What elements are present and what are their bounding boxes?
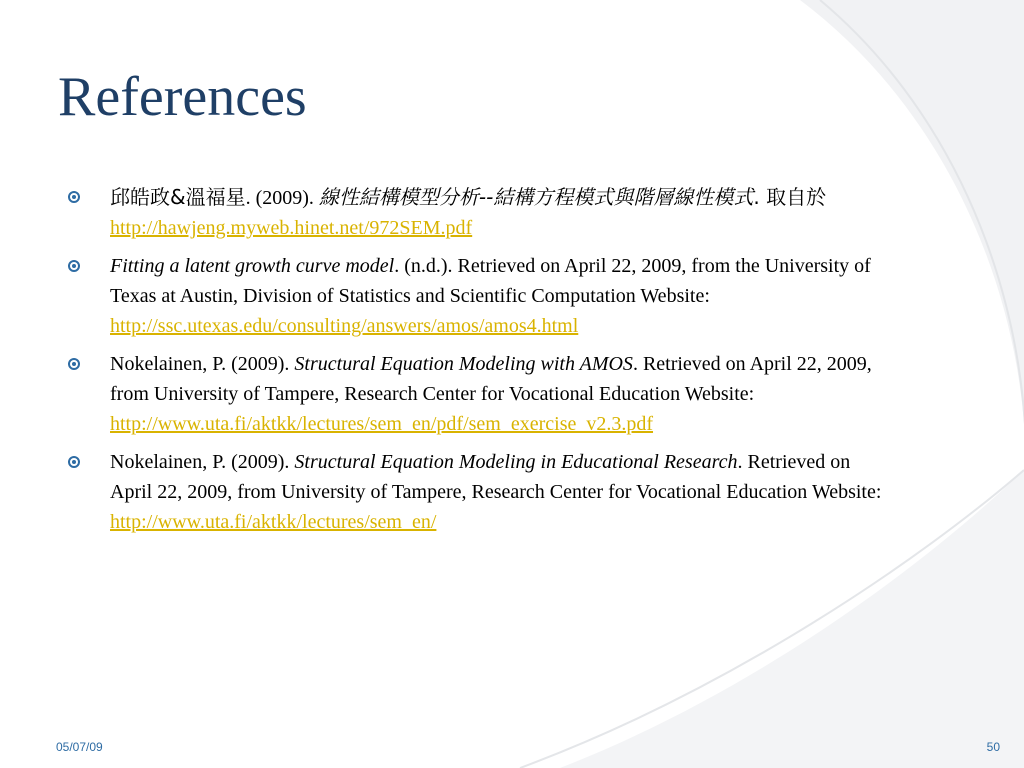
reference-title: Structural Equation Modeling in Educational Research	[294, 451, 738, 473]
reference-link[interactable]: http://www.uta.fi/aktkk/lectures/sem_en/	[110, 511, 437, 533]
reference-link[interactable]: http://hawjeng.myweb.hinet.net/972SEM.pdf	[110, 217, 473, 239]
reference-details: . (n.d.). Retrieved on April 22, 2009, from the University of Texas at Austin, Division of Statistics and Scientific Computation Website:	[110, 255, 871, 307]
reference-item	[66, 182, 886, 243]
page-number: 50	[986, 740, 1000, 754]
reference-item	[66, 447, 886, 537]
reference-title: Structural Equation Modeling with AMOS	[294, 353, 633, 375]
circle-bullet-icon	[68, 191, 80, 203]
reference-details: . Retrieved on April 22, 2009, from University of Tampere, Research Center for Vocational Education Website:	[110, 353, 872, 405]
reference-details: . 取自於	[753, 185, 827, 209]
reference-author: 邱皓政&溫福星	[110, 185, 246, 209]
reference-details: . Retrieved on April 22, 2009, from University of Tampere, Research Center for Vocational Education Website:	[110, 451, 882, 503]
reference-author: Nokelainen, P. (2009).	[110, 451, 295, 473]
reference-item	[66, 251, 886, 341]
reference-title: Fitting a latent growth curve model	[110, 255, 395, 277]
circle-bullet-icon	[68, 456, 80, 468]
reference-item	[66, 349, 886, 439]
reference-link[interactable]: http://ssc.utexas.edu/consulting/answers/amos/amos4.html	[110, 315, 579, 337]
footer-date: 05/07/09	[56, 740, 103, 754]
reference-author: Nokelainen, P. (2009).	[110, 353, 295, 375]
page-title: References	[58, 66, 307, 128]
reference-link[interactable]: http://www.uta.fi/aktkk/lectures/sem_en/pdf/sem_exercise_v2.3.pdf	[110, 413, 654, 435]
circle-bullet-icon	[68, 358, 80, 370]
reference-title: 線性結構模型分析--結構方程模式與階層線性模式	[318, 185, 754, 209]
circle-bullet-icon	[68, 260, 80, 272]
reference-list	[66, 182, 886, 545]
reference-year: . (2009).	[245, 187, 319, 209]
